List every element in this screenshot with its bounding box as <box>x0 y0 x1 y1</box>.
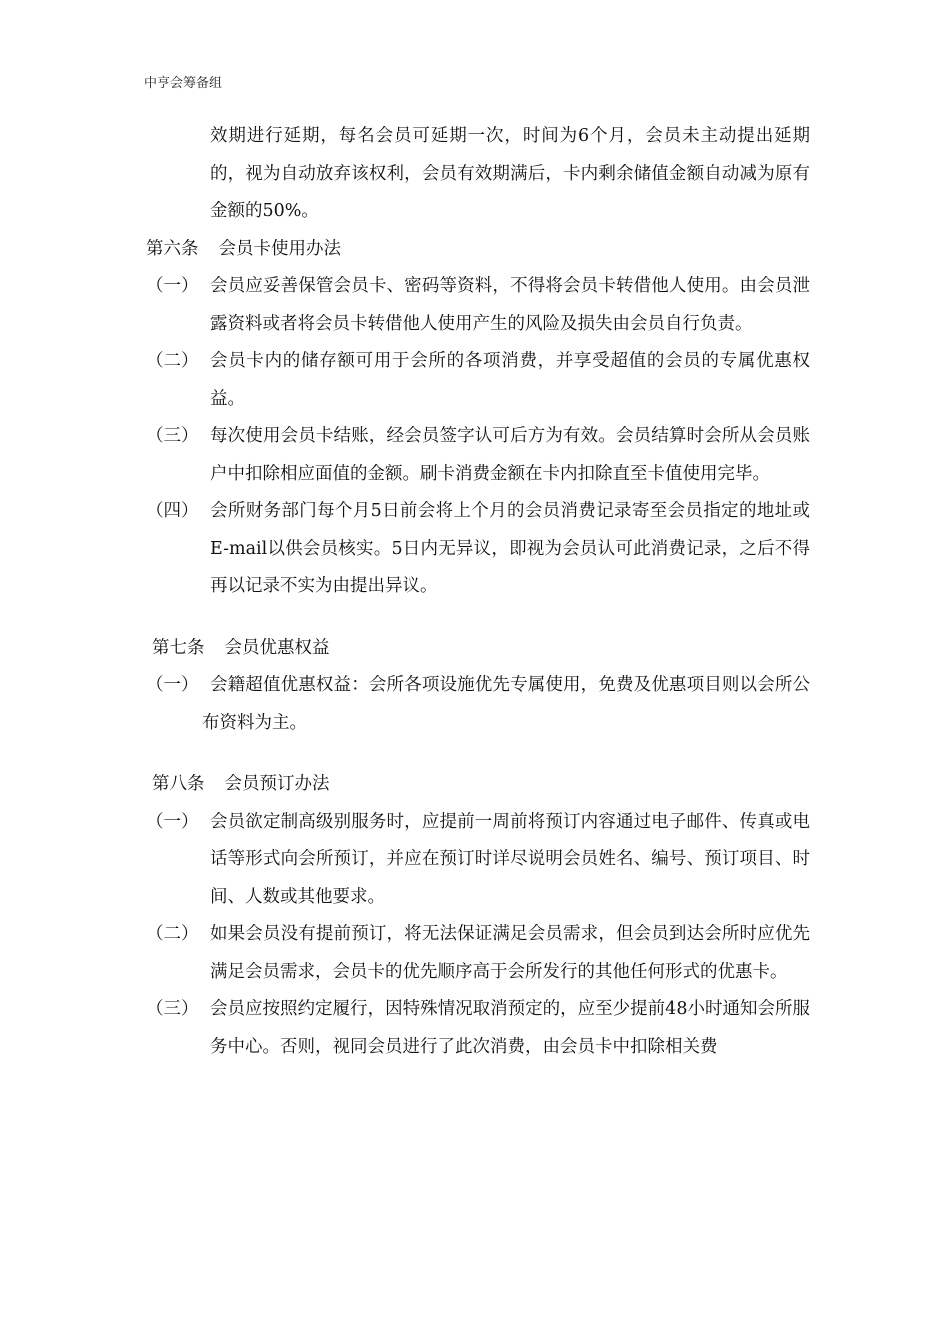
document-body <box>146 118 810 1066</box>
continued-paragraph: 效期进行延期，每名会员可延期一次，时间为6个月，会员未主动提出延期的，视为自动放弃该权利，会员有效期满后，卡内剩余储值金额自动减为原有金额的50%。 <box>210 126 810 221</box>
article-6-item-2 <box>146 343 810 418</box>
article-8-item-3 <box>146 991 810 1066</box>
item-text: 会籍超值优惠权益：会所各项设施优先专属使用，免费及优惠项目则以会所公布资料为主。 <box>202 675 810 733</box>
item-text: 会员欲定制高级别服务时，应提前一周前将预订内容通过电子邮件、传真或电话等形式向会所预订，并应在预订时详尽说明会员姓名、编号、预订项目、时间、人数或其他要求。 <box>210 811 810 907</box>
item-text: 会员应妥善保管会员卡、密码等资料，不得将会员卡转借他人使用。由会员泄露资料或者将会员卡转借他人使用产生的风险及损失由会员自行负责。 <box>210 276 810 334</box>
item-number: （四） <box>146 501 199 521</box>
article-7-number: 第七条 <box>152 637 205 658</box>
article-7-heading: 会员优惠权益 <box>224 637 330 658</box>
article-8-number: 第八条 <box>152 774 205 794</box>
article-6-item-4 <box>146 493 810 606</box>
item-number: （一） <box>146 675 199 695</box>
item-number: （二） <box>146 351 199 371</box>
article-8-heading: 会员预订办法 <box>224 774 330 794</box>
item-text: 每次使用会员卡结账，经会员签字认可后方为有效。会员结算时会所从会员账户中扣除相应面值的金额。刷卡消费金额在卡内扣除直至卡值使用完毕。 <box>210 426 810 484</box>
spacer <box>146 606 810 630</box>
item-number: （一） <box>146 276 199 296</box>
article-8-title <box>146 766 810 804</box>
item-number: （三） <box>146 426 199 446</box>
article-6-title <box>146 231 810 269</box>
item-number: （二） <box>146 924 199 944</box>
article-7-item-1 <box>146 667 810 742</box>
article-6-item-3 <box>146 418 810 493</box>
article-6-item-1 <box>146 268 810 343</box>
item-number: （三） <box>146 999 199 1019</box>
article-8-item-2 <box>146 916 810 991</box>
item-text: 会所财务部门每个月5日前会将上个月的会员消费记录寄至会员指定的地址或E-mail以供会员核实。5日内无异议，即视为会员认可此消费记录，之后不得再以记录不实为由提出异议。 <box>210 501 810 596</box>
item-text: 会员卡内的储存额可用于会所的各项消费，并享受超值的会员的专属优惠权益。 <box>210 351 810 409</box>
spacer <box>146 742 810 766</box>
article-8-item-1 <box>146 804 810 917</box>
page-header: 中亨会筹备组 <box>144 76 223 91</box>
article-6-number: 第六条 <box>146 238 199 259</box>
item-text: 会员应按照约定履行，因特殊情况取消预定的，应至少提前48小时通知会所服务中心。否则，视同会员进行了此次消费，由会员卡中扣除相关费 <box>210 999 810 1057</box>
article-7-title <box>146 630 810 668</box>
article-6-heading: 会员卡使用办法 <box>218 238 341 259</box>
item-text: 如果会员没有提前预订，将无法保证满足会员需求，但会员到达会所时应优先满足会员需求，会员卡的优先顺序高于会所发行的其他任何形式的优惠卡。 <box>210 924 810 982</box>
item-number: （一） <box>146 811 199 832</box>
